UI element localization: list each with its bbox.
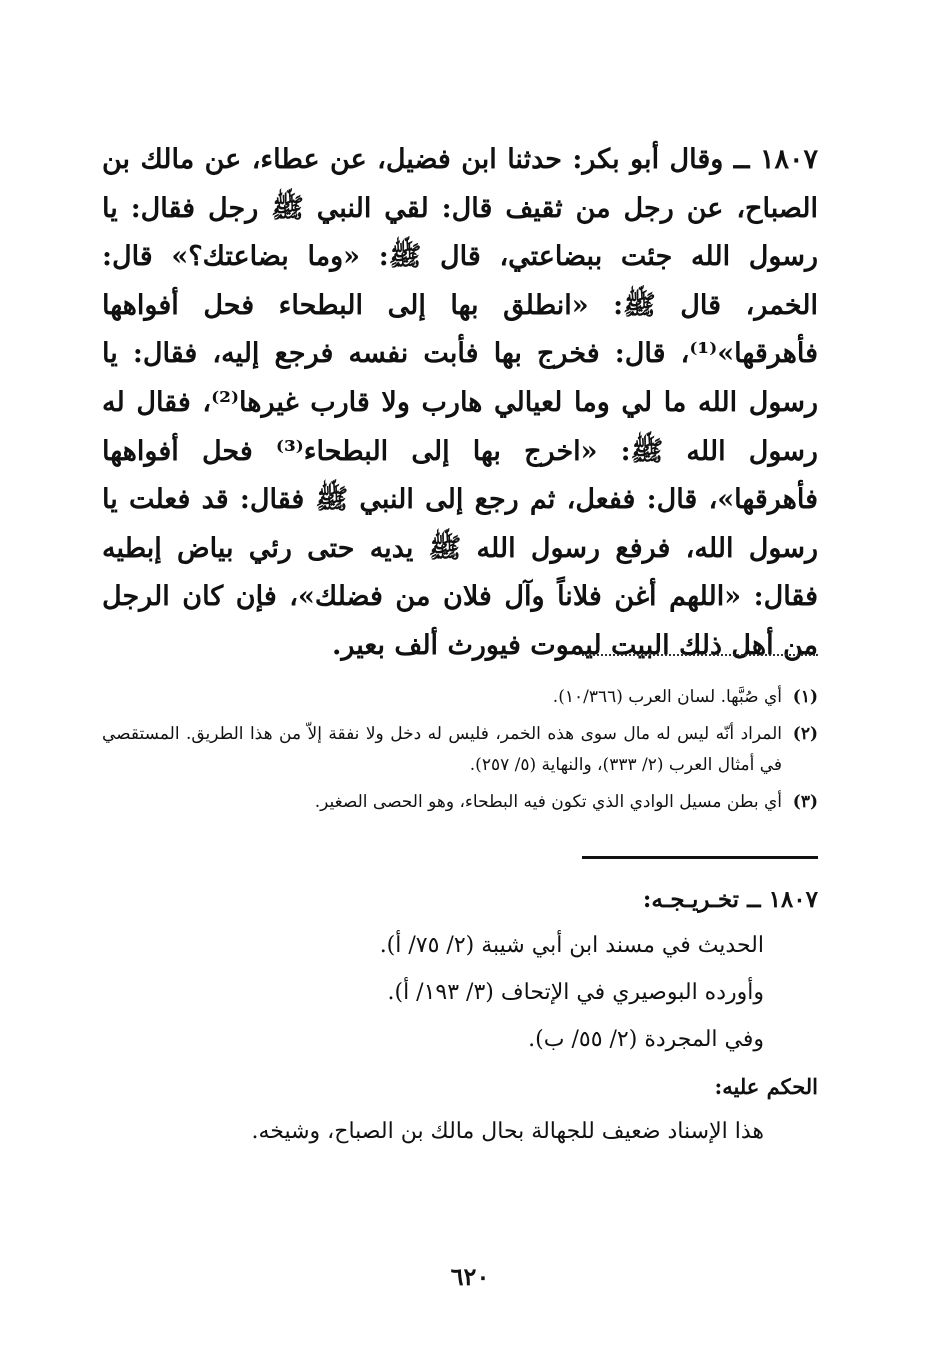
footnote-number: (١) [792, 687, 818, 707]
footnote-item [102, 787, 818, 818]
footnote-number: (٣) [792, 792, 818, 812]
hukm-text: هذا الإسناد ضعيف للجهالة بحال مالك بن الصباح، وشيخه. [251, 1119, 764, 1144]
section-divider-rule [582, 856, 818, 859]
footnote-item [102, 719, 818, 781]
footnotes-section [102, 682, 818, 824]
takhrij-section [102, 878, 818, 1157]
takhrij-heading: ١٨٠٧ ــ تخـريـجـه: [642, 886, 818, 913]
hadith-paragraph: ١٨٠٧ ــ وقال أبو بكر: حدثنا ابن فضيل، عن عطاء، عن مالك بن الصباح، عن رجل من ثقيف قال: لقي النبي ﷺ رجل فقال: يا رسول الله جئت ببضاعتي، قال ﷺ: «وما بضاعتك؟» قال: الخمر، قال ﷺ: «انطلق بها إلى البطحاء فحل أفواهها فأهرقها»⁽¹⁾، قال: فخرج بها فأبت نفسه فرجع إليه، فقال: يا رسول الله ما لي وما لعيالي هارب ولا قارب غيرها⁽²⁾، فقال له رسول الله ﷺ: «اخرج بها إلى البطحاء⁽³⁾ فحل أفواهها فأهرقها»، قال: ففعل، ثم رجع إلى النبي ﷺ فقال: قد فعلت يا رسول الله، فرفع رسول الله ﷺ يديه حتى رئي بياض إبطيه فقال: «اللهم أغن فلاناً وآل فلان من فضلك»، فإن كان الرجل من أهل ذلك البيت ليموت فيورث ألف بعير. [102, 144, 818, 661]
footnote-text: أي صُبَّها. لسان العرب (١٠/٣٦٦). [552, 687, 782, 707]
page-number: ٦٢٠ [450, 1262, 490, 1291]
hadith-text-block [102, 136, 818, 671]
footnote-text: أي بطن مسيل الوادي الذي تكون فيه البطحاء، وهو الحصى الصغير. [314, 792, 782, 812]
takhrij-line: الحديث في مسند ابن أبي شيبة (٢/ ٧٥/ أ). [379, 933, 764, 958]
footnote-text: المراد أنّه ليس له مال سوى هذه الخمر، فليس له دخل ولا نفقة إلاّ من هذا الطريق. المستقصي في أمثال العرب (٢/ ٣٣٣)، والنهاية (٥/ ٢٥٧). [102, 724, 782, 775]
takhrij-line: وفي المجردة (٢/ ٥٥/ ب). [528, 1027, 764, 1052]
footnote-number: (٢) [792, 724, 818, 744]
footnote-item [102, 682, 818, 713]
takhrij-line: وأورده البوصيري في الإتحاف (٣/ ١٩٣/ أ). [387, 980, 764, 1005]
hukm-heading: الحكم عليه: [714, 1074, 818, 1099]
footnote-separator-dots [582, 654, 818, 656]
